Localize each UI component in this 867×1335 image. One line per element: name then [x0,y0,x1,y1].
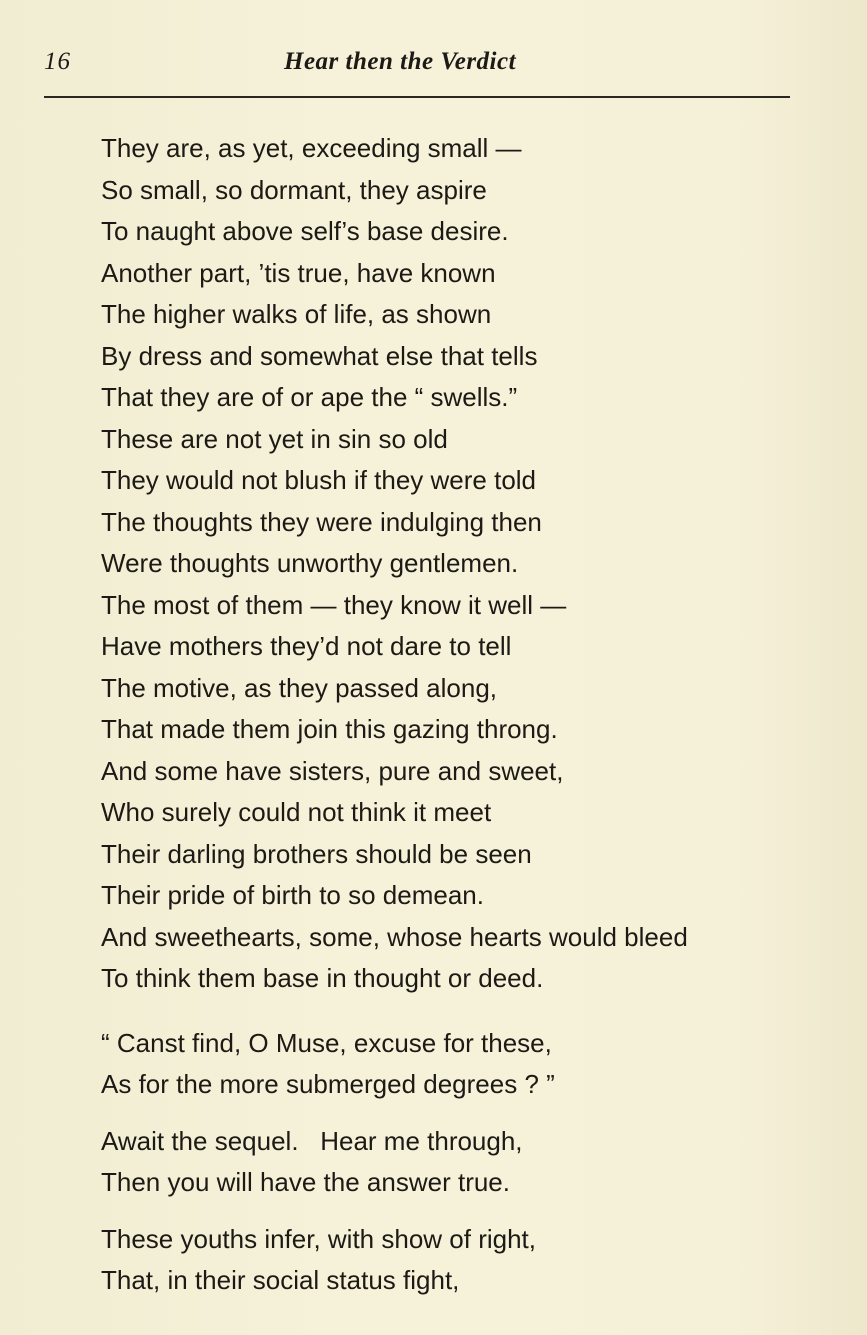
poem-line: Their pride of birth to so demean. [101,880,484,910]
poem-line: Have mothers they’d not dare to tell [101,631,512,661]
poem-line: The thoughts they were indulging then [101,506,542,537]
poem-line: To naught above self’s base desire. [101,216,509,246]
running-title: Hear then the Verdict [284,48,517,75]
poem-line: That they are of or ape the “ swells.” [101,382,518,412]
stanza-1 [101,128,801,1000]
poem-line: And sweethearts, some, whose hearts would bleed [101,921,688,952]
poem-line: As for the more submerged degrees ? ” [101,1069,555,1099]
poem-line: These youths infer, with show of right, [101,1223,536,1254]
poem-line: By dress and somewhat else that tells [101,340,538,371]
header-rule [44,96,790,98]
poem-line: “ Canst find, O Muse, excuse for these, [101,1027,552,1058]
page-number: 16 [44,48,71,75]
poem-line: Were thoughts unworthy gentlemen. [101,548,519,578]
poem-line: Await the sequel. Hear me through, [101,1125,523,1156]
poem-body [101,128,801,1302]
poem-line: The higher walks of life, as shown [101,299,492,329]
poem-line: That, in their social status fight, [101,1265,460,1295]
stanza-3 [101,1121,801,1204]
stanza-2 [101,1023,801,1106]
poem-line: Who surely could not think it meet [101,797,492,827]
stanza-4 [101,1219,801,1302]
poem-line: Their darling brothers should be seen [101,838,532,869]
poem-line: Then you will have the answer true. [101,1167,510,1197]
poem-line: To think them base in thought or deed. [101,963,544,993]
poem-line: They would not blush if they were told [101,465,537,495]
poem-line: That made them join this gazing throng. [101,714,558,744]
running-head [44,48,791,82]
poem-line: They are, as yet, exceeding small — [101,133,522,163]
poem-line: These are not yet in sin so old [101,423,448,454]
poem-line: The most of them — they know it well — [101,589,567,620]
poem-line: Another part, ’tis true, have known [101,257,496,288]
poem-line: And some have sisters, pure and sweet, [101,755,564,786]
poem-line: So small, so dormant, they aspire [101,174,487,205]
poem-line: The motive, as they passed along, [101,672,498,703]
